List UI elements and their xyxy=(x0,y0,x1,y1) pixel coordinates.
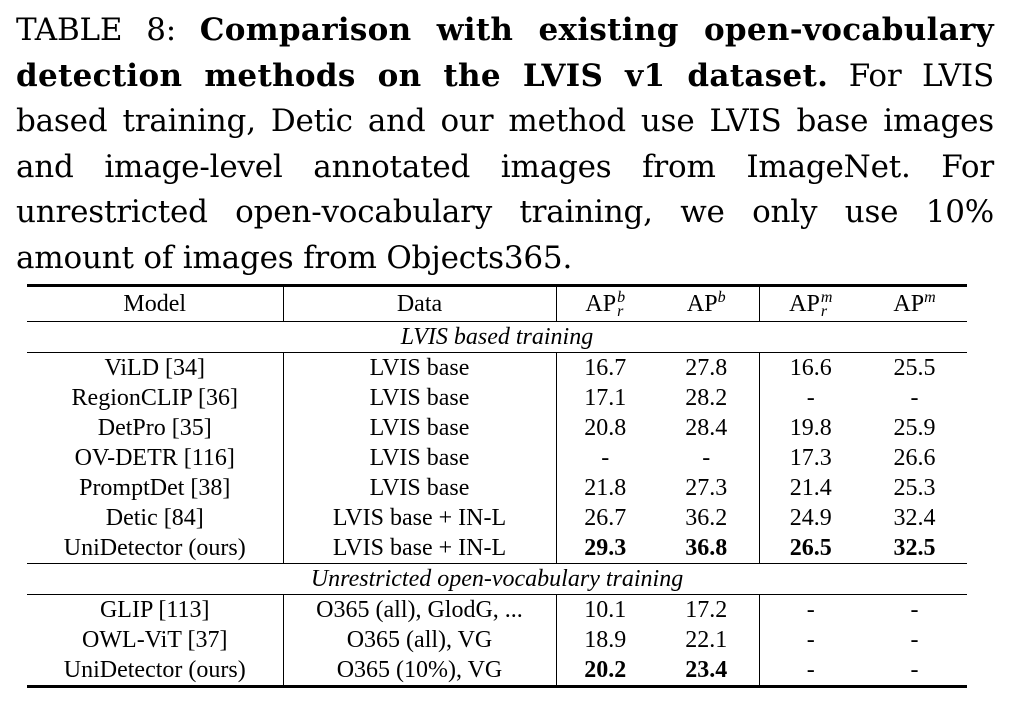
cell-apb: 36.2 xyxy=(654,503,759,533)
cell-apb: 36.8 xyxy=(654,533,759,564)
table-row xyxy=(27,443,967,473)
cell-apmr: - xyxy=(806,385,815,411)
section-header-row xyxy=(27,564,967,595)
caption-body: For LVIS based training, Detic and our method use LVIS base images and image-level annotated images from ImageNet. For unrestricted open-vocabulary training, we only use 10% amount of images from Objects365. xyxy=(16,57,994,276)
cell-apbr: 10.1 xyxy=(584,597,627,623)
cell-model: RegionCLIP [36] xyxy=(27,383,283,413)
table-row xyxy=(27,383,967,413)
cell-apbr: 17.1 xyxy=(584,385,627,411)
cell-apbr: 16.7 xyxy=(584,355,627,381)
cell-apb: 28.4 xyxy=(654,413,759,443)
cell-apb: 23.4 xyxy=(654,655,759,687)
cell-data: O365 (all), VG xyxy=(283,625,556,655)
results-table xyxy=(27,284,967,688)
table-row xyxy=(27,413,967,443)
cell-apbr: 26.7 xyxy=(584,505,627,531)
cell-apbr: 21.8 xyxy=(584,475,627,501)
header-ap-mask-rare: AP m r xyxy=(759,286,862,322)
cell-data: LVIS base + IN-L xyxy=(283,503,556,533)
cell-model: OV-DETR [116] xyxy=(27,443,283,473)
table-row xyxy=(27,655,967,687)
cell-apmr: 24.9 xyxy=(789,505,832,531)
cell-apm: 25.5 xyxy=(893,355,936,381)
cell-apm: 25.3 xyxy=(893,475,936,501)
header-data: Data xyxy=(283,286,556,322)
header-ap-box: $AP^b$ xyxy=(654,286,759,322)
cell-apb: 27.3 xyxy=(654,473,759,503)
cell-apm: - xyxy=(910,657,919,683)
cell-model: ViLD [34] xyxy=(27,353,283,384)
table-body xyxy=(27,322,967,687)
cell-model: OWL-ViT [37] xyxy=(27,625,283,655)
cell-model: UniDetector (ours) xyxy=(27,655,283,687)
cell-model: UniDetector (ours) xyxy=(27,533,283,564)
cell-apb: 27.8 xyxy=(654,353,759,384)
cell-data: LVIS base xyxy=(283,413,556,443)
cell-apmr: - xyxy=(806,657,815,683)
cell-model: Detic [84] xyxy=(27,503,283,533)
table-row xyxy=(27,595,967,626)
cell-apmr: 17.3 xyxy=(789,445,832,471)
header-ap-mask: $AP^m$ xyxy=(862,286,967,322)
results-table-container xyxy=(27,284,967,688)
caption-label: TABLE 8: xyxy=(16,12,176,48)
cell-data: O365 (all), GlodG, ... xyxy=(283,595,556,626)
cell-apmr: 19.8 xyxy=(789,415,832,441)
cell-data: LVIS base xyxy=(283,353,556,384)
cell-apmr: - xyxy=(806,597,815,623)
cell-apb: 28.2 xyxy=(654,383,759,413)
table-row xyxy=(27,503,967,533)
cell-apm: 25.9 xyxy=(893,415,936,441)
cell-apm: 32.5 xyxy=(862,533,967,564)
cell-model: PromptDet [38] xyxy=(27,473,283,503)
section-label-lvis: LVIS based training xyxy=(27,322,967,353)
cell-apm: 32.4 xyxy=(893,505,936,531)
table-row xyxy=(27,353,967,384)
table-header-row xyxy=(27,286,967,322)
cell-model: GLIP [113] xyxy=(27,595,283,626)
cell-apmr: 26.5 xyxy=(759,533,862,564)
cell-apb: 17.2 xyxy=(654,595,759,626)
cell-apbr: - xyxy=(601,445,610,471)
cell-apbr: 18.9 xyxy=(584,627,627,653)
section-header-row xyxy=(27,322,967,353)
table-caption xyxy=(16,8,994,281)
cell-model: DetPro [35] xyxy=(27,413,283,443)
table-row xyxy=(27,625,967,655)
cell-apbr: 20.2 xyxy=(584,657,627,683)
cell-data: LVIS base xyxy=(283,443,556,473)
cell-apm: - xyxy=(910,597,919,623)
cell-apb: 22.1 xyxy=(654,625,759,655)
header-ap-box-rare: AP b r xyxy=(556,286,654,322)
cell-apm: - xyxy=(910,627,919,653)
header-model: Model xyxy=(27,286,283,322)
cell-apmr: - xyxy=(806,627,815,653)
section-label-unrestricted: Unrestricted open-vocabulary training xyxy=(27,564,967,595)
cell-data: LVIS base + IN-L xyxy=(283,533,556,564)
caption-title: Comparison with existing open-vocabulary detection methods on the LVIS v1 dataset. xyxy=(16,12,994,94)
table-row xyxy=(27,533,967,564)
cell-apbr: 29.3 xyxy=(556,533,654,564)
cell-apbr: 20.8 xyxy=(584,415,627,441)
cell-apm: 26.6 xyxy=(893,445,936,471)
table-row xyxy=(27,473,967,503)
cell-apmr: 21.4 xyxy=(789,475,832,501)
cell-data: LVIS base xyxy=(283,473,556,503)
cell-apmr: 16.6 xyxy=(789,355,832,381)
cell-data: LVIS base xyxy=(283,383,556,413)
cell-apm: - xyxy=(910,385,919,411)
cell-data: O365 (10%), VG xyxy=(283,655,556,687)
cell-apb: - xyxy=(654,443,759,473)
